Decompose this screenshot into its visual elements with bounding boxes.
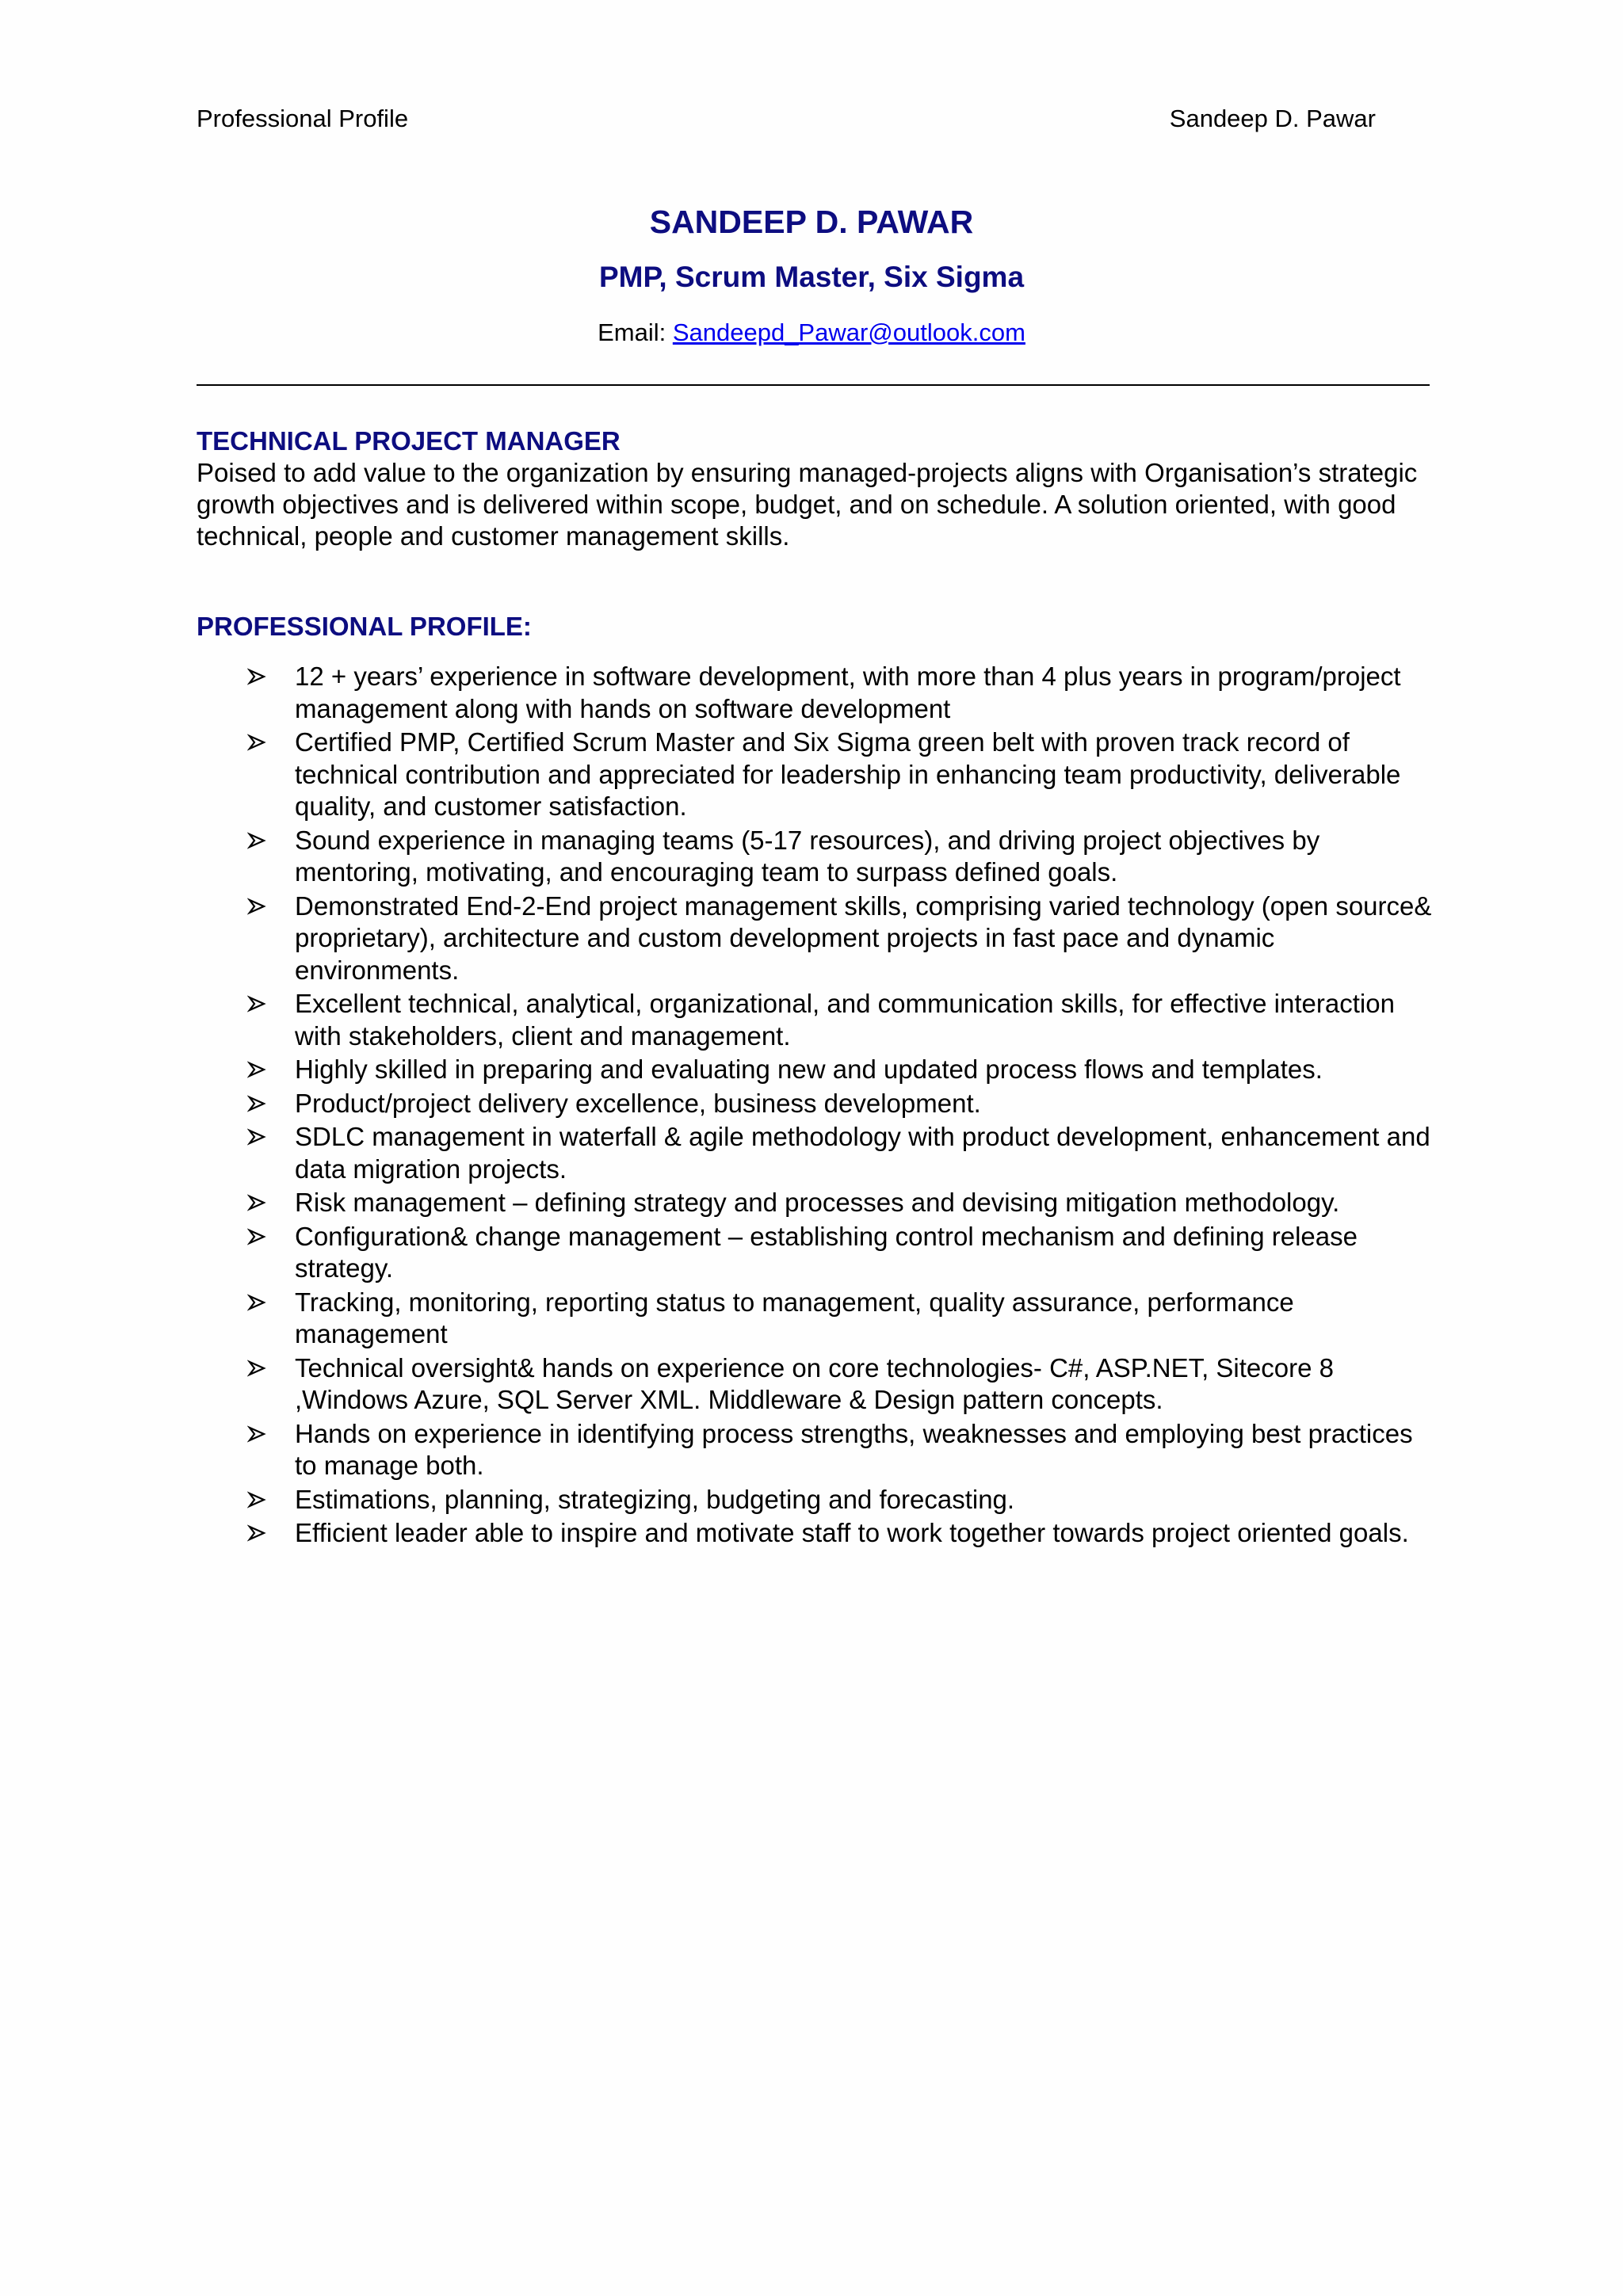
arrowhead-bullet-icon bbox=[247, 988, 266, 1020]
arrowhead-bullet-icon bbox=[247, 1484, 266, 1516]
profile-title: PROFESSIONAL PROFILE: bbox=[197, 612, 532, 641]
arrowhead-bullet-icon bbox=[247, 1121, 266, 1153]
arrowhead-bullet-icon bbox=[247, 1418, 266, 1450]
profile-bullet-text: Product/project delivery excellence, business development. bbox=[295, 1088, 981, 1118]
profile-bullet-item bbox=[197, 825, 1433, 889]
profile-bullet-item bbox=[197, 1287, 1433, 1351]
header-right: Sandeep D. Pawar bbox=[1169, 105, 1376, 132]
profile-bullet-text: Demonstrated End-2-End project management skills, comprising varied technology (open source& proprietary), architecture and custom development projects in fast pace and dynamic environments. bbox=[295, 891, 1432, 985]
email-label: Email: bbox=[598, 318, 673, 346]
arrowhead-bullet-icon bbox=[247, 1221, 266, 1253]
profile-bullet-text: 12 + years’ experience in software development, with more than 4 plus years in program/project management along with hands on software development bbox=[295, 662, 1401, 723]
profile-bullet-item bbox=[197, 988, 1433, 1052]
arrowhead-bullet-icon bbox=[247, 1088, 266, 1119]
arrowhead-bullet-icon bbox=[247, 1287, 266, 1318]
profile-bullet-text: Certified PMP, Certified Scrum Master and Six Sigma green belt with proven track record of technical contribution and appreciated for leadership in enhancing team productivity, deliverable quality, and customer satisfaction. bbox=[295, 727, 1401, 821]
profile-bullet-text: Configuration& change management – establishing control mechanism and defining release strategy. bbox=[295, 1221, 1358, 1283]
profile-bullet-item bbox=[197, 1352, 1433, 1417]
profile-bullet-text: Sound experience in managing teams (5-17 resources), and driving project objectives by mentoring, motivating, and encouraging team to surpass defined goals. bbox=[295, 825, 1320, 887]
profile-bullet-text: Efficient leader able to inspire and motivate staff to work together towards project oriented goals. bbox=[295, 1518, 1409, 1547]
profile-bullet-item bbox=[197, 727, 1433, 823]
summary-text: Poised to add value to the organization by ensuring managed-projects aligns with Organisation’s strategic growth objectives and is delivered within scope, budget, and on schedule. A solution oriented, with good technical, people and customer management skills. bbox=[197, 458, 1418, 551]
candidate-credentials: PMP, Scrum Master, Six Sigma bbox=[598, 261, 1025, 293]
header-divider bbox=[197, 384, 1430, 386]
running-header bbox=[197, 101, 1376, 136]
arrowhead-bullet-icon bbox=[247, 1352, 266, 1384]
profile-bullet-item bbox=[197, 1187, 1433, 1219]
profile-bullet-text: Risk management – defining strategy and processes and devising mitigation methodology. bbox=[295, 1188, 1340, 1217]
profile-bullet-text: Hands on experience in identifying process strengths, weaknesses and employing best practices to manage both. bbox=[295, 1418, 1413, 1480]
header-left: Professional Profile bbox=[197, 105, 409, 132]
arrowhead-bullet-icon bbox=[247, 825, 266, 856]
profile-bullet-item bbox=[197, 1054, 1433, 1086]
profile-bullet-item bbox=[197, 1418, 1433, 1482]
email-link[interactable]: Sandeepd_Pawar@outlook.com bbox=[672, 318, 1025, 346]
profile-bullet-item bbox=[197, 1517, 1433, 1550]
arrowhead-bullet-icon bbox=[247, 1054, 266, 1085]
arrowhead-bullet-icon bbox=[247, 1517, 266, 1549]
profile-bullet-text: Estimations, planning, strategizing, budgeting and forecasting. bbox=[295, 1484, 1015, 1514]
email-line bbox=[0, 315, 1623, 350]
profile-bullet-item bbox=[197, 891, 1433, 987]
arrowhead-bullet-icon bbox=[247, 891, 266, 922]
profile-bullet-item bbox=[197, 661, 1433, 725]
arrowhead-bullet-icon bbox=[247, 661, 266, 692]
arrowhead-bullet-icon bbox=[247, 1187, 266, 1219]
profile-bullet-text: Technical oversight& hands on experience on core technologies- C#, ASP.NET, Sitecore 8 ,Windows Azure, SQL Server XML. Middleware & Design pattern concepts. bbox=[295, 1352, 1334, 1414]
arrowhead-bullet-icon bbox=[247, 727, 266, 758]
profile-bullet-text: SDLC management in waterfall & agile methodology with product development, enhancement and data migration projects. bbox=[295, 1122, 1430, 1184]
profile-bullet-text: Tracking, monitoring, reporting status to management, quality assurance, performance management bbox=[295, 1287, 1294, 1348]
candidate-name: SANDEEP D. PAWAR bbox=[649, 204, 974, 240]
profile-bullet-list bbox=[197, 661, 1433, 1551]
summary-title: TECHNICAL PROJECT MANAGER bbox=[197, 426, 621, 456]
profile-bullet-item bbox=[197, 1121, 1433, 1185]
profile-bullet-item bbox=[197, 1088, 1433, 1120]
profile-bullet-item bbox=[197, 1484, 1433, 1516]
profile-bullet-text: Highly skilled in preparing and evaluating new and updated process flows and templates. bbox=[295, 1055, 1323, 1084]
profile-bullet-item bbox=[197, 1221, 1433, 1285]
profile-bullet-text: Excellent technical, analytical, organizational, and communication skills, for effective interaction with stakeholders, client and management. bbox=[295, 989, 1395, 1051]
